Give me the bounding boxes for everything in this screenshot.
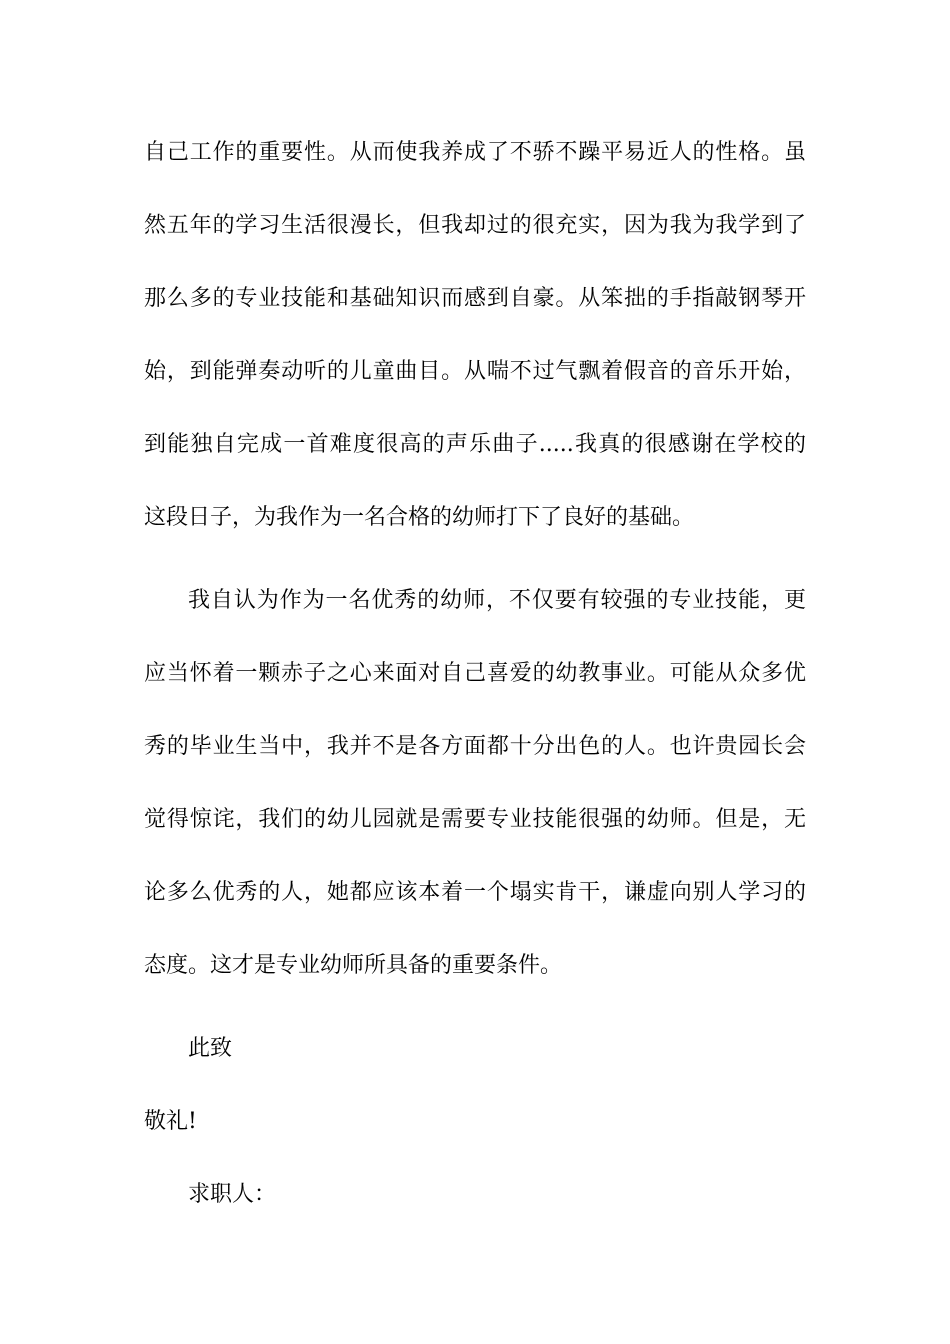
paragraph-line: 始，到能弹奏动听的儿童曲目。从喘不过气飘着假音的音乐开始， — [144, 359, 806, 384]
paragraph-line: 秀的毕业生当中，我并不是各方面都十分出色的人。也许贵园长会 — [144, 734, 806, 759]
paragraph-line: 态度。这才是专业幼师所具备的重要条件。 — [144, 953, 563, 978]
paragraph-line: 到能独自完成一首难度很高的声乐曲子.....我真的很感谢在学校的 — [144, 432, 806, 457]
paragraph-line: 那么多的专业技能和基础知识而感到自豪。从笨拙的手指敲钢琴开 — [144, 286, 806, 311]
paragraph-line: 觉得惊诧，我们的幼儿园就是需要专业技能很强的幼师。但是，无 — [144, 807, 806, 832]
paragraph-line: 这段日子，为我作为一名合格的幼师打下了良好的基础。 — [144, 505, 695, 530]
paragraph-line: 我自认为作为一名优秀的幼师，不仅要有较强的专业技能，更 — [188, 588, 806, 613]
closing-text: 此致 — [188, 1036, 233, 1061]
paragraph-line: 应当怀着一颗赤子之心来面对自己喜爱的幼教事业。可能从众多优 — [144, 661, 806, 686]
signature-label: 求职人： — [188, 1182, 277, 1207]
salutation-text: 敬礼! — [144, 1109, 197, 1134]
paragraph-line: 论多么优秀的人，她都应该本着一个塌实肯干，谦虚向别人学习的 — [144, 880, 806, 905]
paragraph-line: 自己工作的重要性。从而使我养成了不骄不躁平易近人的性格。虽 — [144, 140, 806, 165]
paragraph-line: 然五年的学习生活很漫长，但我却过的很充实，因为我为我学到了 — [144, 213, 806, 238]
